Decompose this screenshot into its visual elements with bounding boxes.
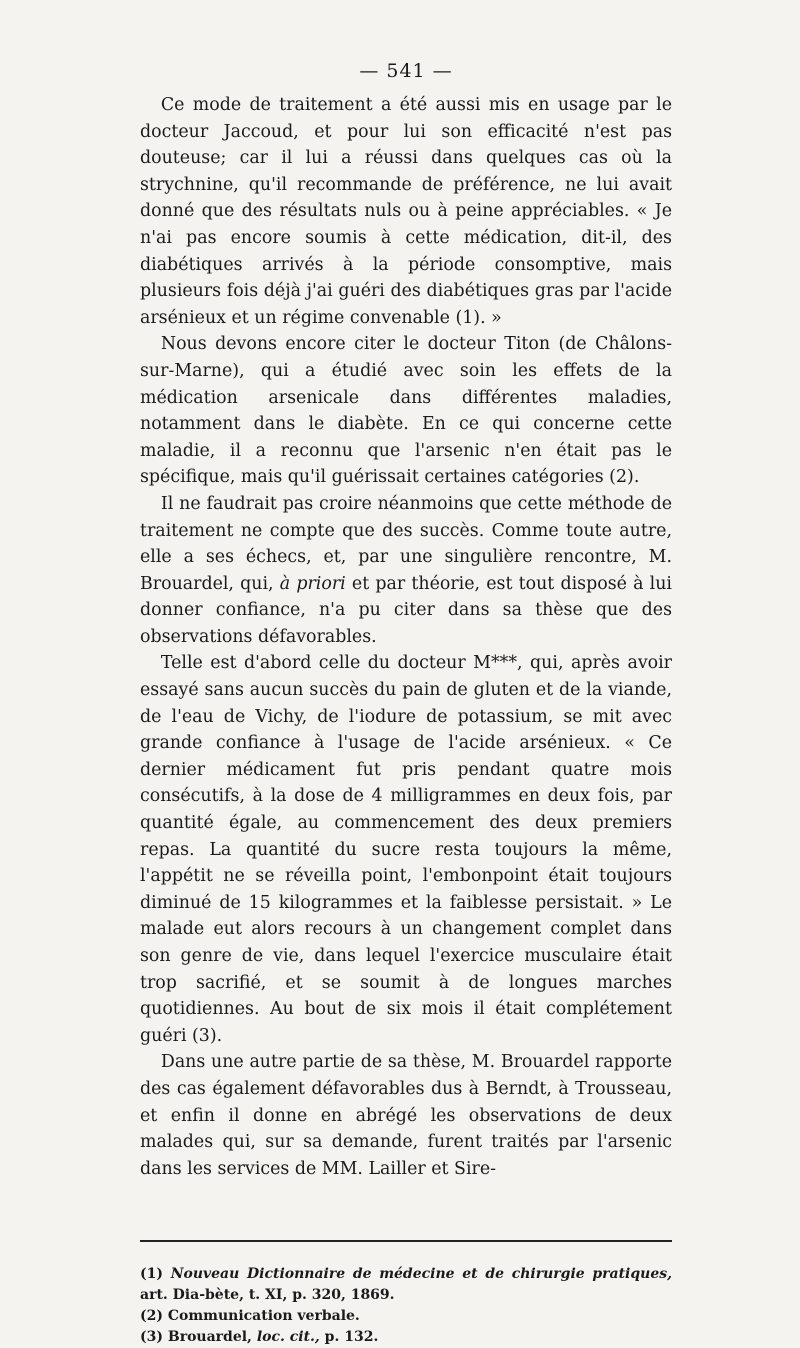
page-content <box>140 60 672 1348</box>
footnote-1-rest: art. Dia-bète, t. XI, p. 320, 1869. <box>140 1287 395 1304</box>
page-number: — 541 — <box>359 60 453 82</box>
footnote-2: (2) Communication verbale. <box>140 1308 360 1325</box>
paragraph-3-part-a: Il ne faudrait pas croire néanmoins que cette méthode de traitement ne compte que des succès. Comme toute autre, elle a ses échecs, et, par une singulière rencontre, M. Brouardel, qui, <box>140 493 672 594</box>
footnote-1-number: (1) <box>140 1266 163 1283</box>
footnote-3-page: p. 132. <box>319 1329 379 1346</box>
footnote-3 <box>140 1327 672 1348</box>
footnote-3-author: (3) Brouardel, <box>140 1329 252 1346</box>
body-text <box>140 92 672 1182</box>
paragraph-1: Ce mode de traitement a été aussi mis en usage par le docteur Jaccoud, et pour lui son efficacité n'est pas douteuse; car il lui a réussi dans quelques cas où la strychnine, qu'il recommande de préférence, ne lui avait donné que des résultats nuls ou à peine appréciables. « Je n'ai pas encore soumis à cette médication, dit-il, des diabétiques arrivés à la période consomptive, mais plusieurs fois déjà j'ai guéri des diabétiques gras par l'acide arsénieux et un régime convenable (1). » <box>140 95 672 328</box>
footnotes <box>140 1264 672 1348</box>
paragraph-3 <box>140 491 672 651</box>
paragraph-2: Nous devons encore citer le docteur Titon (de Châlons-sur-Marne), qui a étudié avec soin les effets de la médication arsenicale dans différentes maladies, notamment dans le diabète. En ce qui concerne cette maladie, il a reconnu que l'arsenic n'en était pas le spécifique, mais qu'il guérissait certaines catégories (2). <box>140 334 672 488</box>
footnote-3-loc-cit: loc. cit., <box>256 1329 320 1346</box>
footnote-rule <box>140 1240 672 1242</box>
paragraph-5: Dans une autre partie de sa thèse, M. Brouardel rapporte des cas également défavorables dus à Berndt, à Trousseau, et enfin il donne en abrégé les observations de deux malades qui, sur sa demande, furent traités par l'arsenic dans les services de MM. Lailler et Sire- <box>140 1052 672 1179</box>
footnote-1 <box>140 1264 672 1306</box>
a-priori-italic: à priori <box>279 573 346 594</box>
paragraph-3-part-b: et par théorie, est tout disposé à lui donner confiance, n'a pu citer dans sa thèse que des observations défavorables. <box>140 573 672 647</box>
paragraph-4: Telle est d'abord celle du docteur M***, qui, après avoir essayé sans aucun succès du pain de gluten et de la viande, de l'eau de Vichy, de l'iodure de potassium, se mit avec grande confiance à l'usage de l'acide arsénieux. « Ce dernier médicament fut pris pendant quatre mois consécutifs, à la dose de 4 milligrammes en deux fois, par quantité égale, au commencement des deux premiers repas. La quantité du sucre resta toujours la même, l'appétit ne se réveilla point, l'embonpoint était toujours diminué de 15 kilogrammes et la faiblesse persistait. » Le malade eut alors recours à un changement complet dans son genre de vie, dans lequel l'exercice musculaire était trop sacrifié, et se soumit à de longues marches quotidiennes. Au bout de six mois il était complétement guéri (3). <box>140 653 672 1046</box>
footnote-1-title: Nouveau Dictionnaire de médecine et de chirurgie pratiques, <box>170 1266 673 1283</box>
